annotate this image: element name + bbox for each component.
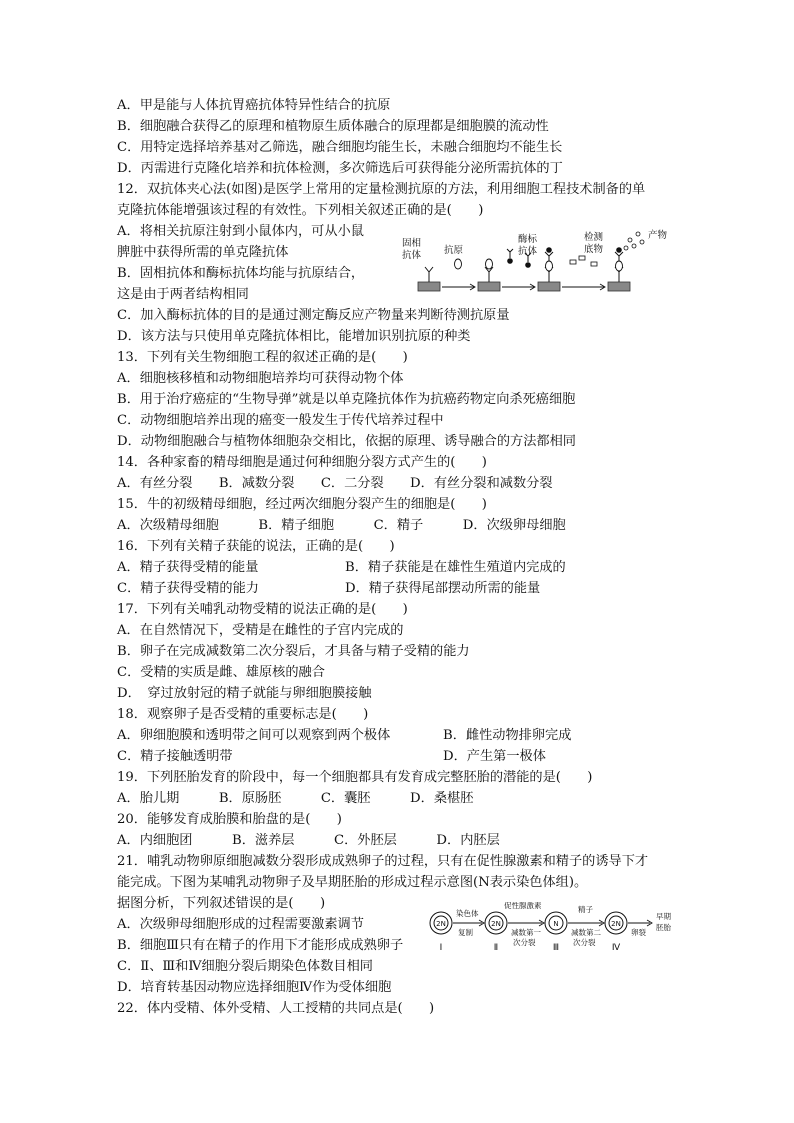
q11-option-c: C．用特定选择培养基对乙筛选，融合细胞均能生长，未融合细胞均不能生长 (117, 140, 563, 155)
cell-4-label: 2N (611, 920, 621, 928)
q18-option-c: C．精子接触透明带 (117, 749, 233, 764)
cell-3-label: N (553, 920, 559, 928)
step-sperm: 精子 (578, 905, 593, 914)
q12-stem-line2: 克隆抗体能增强该过程的有效性。下列相关叙述正确的是( ) (117, 203, 484, 218)
q18-option-b: B．雌性动物排卵完成 (443, 728, 572, 743)
q20-stem: 20．能够发育成胎膜和胎盘的是( ) (117, 812, 342, 827)
q21-option-a: A．次级卵母细胞形成的过程需要激素调节 (117, 917, 364, 932)
q15-stem: 15．牛的初级精母细胞，经过两次细胞分裂产生的细胞是( ) (117, 497, 487, 512)
q12-option-d: D．该方法与只使用单克隆抗体相比，能增加识别抗原的种类 (117, 329, 471, 344)
q16-option-a: A．精子获得受精的能量 (117, 560, 259, 575)
q21-stem-line1: 21．哺乳动物卵原细胞减数分裂形成成熟卵子的过程，只有在促性腺激素和精子的诱导下才 (117, 854, 649, 869)
step-early-b: 胚胎 (656, 923, 671, 932)
roman-2: Ⅱ (493, 943, 499, 953)
fig1-arrows (442, 284, 605, 290)
fig1-label-enzyme: 酶标 (518, 234, 538, 245)
product-icons (624, 232, 644, 250)
substrate-icons (570, 256, 597, 266)
q15-options: A．次级精母细胞 B．精子细胞 C．精子 D．次级卵母细胞 (117, 518, 566, 533)
cell-2-label: 2N (491, 920, 501, 928)
step-meiosis2-a: 减数第二 (571, 928, 601, 937)
step-hormone: 促性腺激素 (504, 902, 542, 910)
roman-4: Ⅳ (611, 943, 621, 953)
q22-stem: 22．体内受精、体外受精、人工授精的共同点是( ) (117, 1001, 435, 1016)
q12-option-b-line2: 这是由于两者结构相同 (117, 287, 249, 302)
q19-options: A．胎儿期 B．原肠胚 C．囊胚 D．桑椹胚 (117, 791, 474, 806)
solid-phase-block-3 (538, 282, 560, 291)
step-cleavage: 卵裂 (631, 928, 646, 937)
q12-stem-line1: 12．双抗体夹心法(如图)是医学上常用的定量检测抗原的方法，利用细胞工程技术制备的单 (117, 182, 646, 197)
q13-option-a: A．细胞核移植和动物细胞培养均可获得动物个体 (117, 371, 404, 386)
q12-option-a-line2: 脾脏中获得所需的单克隆抗体 (117, 245, 289, 260)
q11-option-a: A．甲是能与人体抗胃癌抗体特异性结合的抗原 (117, 98, 391, 113)
q13-option-c: C．动物细胞培养出现的癌变一般发生于传代培养过程中 (117, 413, 444, 428)
q13-option-b: B．用于治疗癌症的“生物导弹”就是以单克隆抗体作为抗癌药物定向杀死癌细胞 (117, 392, 576, 407)
step-replicate: 复制 (458, 928, 473, 937)
q19-stem: 19．下列胚胎发育的阶段中，每一个细胞都具有发育成完整胚胎的潜能的是( ) (117, 770, 593, 785)
q21-stem-line3: 据图分析，下列叙述错误的是( ) (117, 896, 326, 911)
q14-options: A．有丝分裂 B．减数分裂 C．二分裂 D．有丝分裂和减数分裂 (117, 476, 553, 491)
q17-option-a: A．在自然情况下，受精是在雌性的子宫内完成的 (117, 623, 404, 638)
q12-option-c: C．加入酶标抗体的目的是通过测定酶反应产物量来判断待测抗原量 (117, 308, 510, 323)
q20-options: A．内细胞团 B．滋养层 C．外胚层 D．内胚层 (117, 833, 500, 848)
q14-stem: 14．各种家畜的精母细胞是通过何种细胞分裂方式产生的( ) (117, 455, 487, 470)
q21-option-b: B．细胞Ⅲ只有在精子的作用下才能形成成熟卵子 (117, 938, 404, 953)
fig1-label-antibody2: 抗体 (518, 246, 538, 257)
q21-option-d: D．培育转基因动物应选择细胞Ⅳ作为受体细胞 (117, 980, 392, 995)
q21-stem-line2: 能完成。下图为某哺乳动物卵子及早期胚胎的形成过程示意图(N表示染色体组)。 (117, 875, 588, 890)
q17-option-b: B．卵子在完成减数第二次分裂后，才具备与精子受精的能力 (117, 644, 470, 659)
solid-phase-block-4 (608, 282, 630, 291)
fig1-label-substrate: 底物 (584, 244, 604, 255)
q16-option-b: B．精子获能是在雄性生殖道内完成的 (345, 560, 566, 575)
cell-1-label: 2N (436, 920, 446, 928)
sandwich-assay-figure (400, 224, 682, 296)
fig1-label-solid: 固相 (402, 238, 422, 249)
q11-option-b: B．细胞融合获得乙的原理和植物原生质体融合的原理都是细胞膜的流动性 (117, 119, 549, 134)
fig1-label-antibody1: 抗体 (402, 250, 422, 261)
fig1-label-product: 产物 (648, 230, 668, 241)
q17-option-c: C．受精的实质是雌、雄原核的融合 (117, 665, 325, 680)
q17-option-d: D． 穿过放射冠的精子就能与卵细胞膜接触 (117, 686, 372, 701)
q16-option-c: C．精子获得受精的能力 (117, 581, 259, 596)
q16-stem: 16．下列有关精子获能的说法，正确的是( ) (117, 539, 395, 554)
fig1-label-antigen: 抗原 (444, 245, 464, 256)
q11-option-d: D．丙需进行克隆化培养和抗体检测，多次筛选后可获得能分泌所需抗体的丁 (117, 161, 563, 176)
step-meiosis2-b: 次分裂 (573, 938, 596, 947)
roman-1: Ⅰ (439, 943, 443, 953)
fig1-label-detect: 检测 (584, 232, 604, 243)
oocyte-development-figure (428, 902, 700, 964)
roman-3: Ⅲ (552, 943, 560, 953)
q16-option-d: D．精子获得尾部摆动所需的能量 (345, 581, 541, 596)
q18-stem: 18．观察卵子是否受精的重要标志是( ) (117, 707, 369, 722)
q12-option-a-line1: A．将相关抗原注射到小鼠体内，可从小鼠 (117, 224, 364, 239)
solid-phase-block-1 (418, 282, 440, 291)
solid-phase-block-2 (478, 282, 500, 291)
step-meiosis1-b: 次分裂 (513, 938, 536, 947)
q13-option-d: D．动物细胞融合与植物体细胞杂交相比，依据的原理、诱导融合的方法都相同 (117, 434, 576, 449)
step-early-a: 早期 (656, 912, 671, 921)
q17-stem: 17．下列有关哺乳动物受精的说法正确的是( ) (117, 602, 408, 617)
q12-option-b-line1: B．固相抗体和酶标抗体均能与抗原结合， (117, 266, 365, 281)
step-chromosome: 染色体 (456, 909, 479, 918)
q18-option-d: D．产生第一极体 (443, 749, 546, 764)
q21-option-c: C．Ⅱ、Ⅲ和Ⅳ细胞分裂后期染色体数目相同 (117, 959, 373, 974)
q18-option-a: A．卵细胞膜和透明带之间可以观察到两个极体 (117, 728, 391, 743)
step-meiosis1-a: 减数第一 (511, 928, 541, 937)
q13-stem: 13．下列有关生物细胞工程的叙述正确的是( ) (117, 350, 408, 365)
